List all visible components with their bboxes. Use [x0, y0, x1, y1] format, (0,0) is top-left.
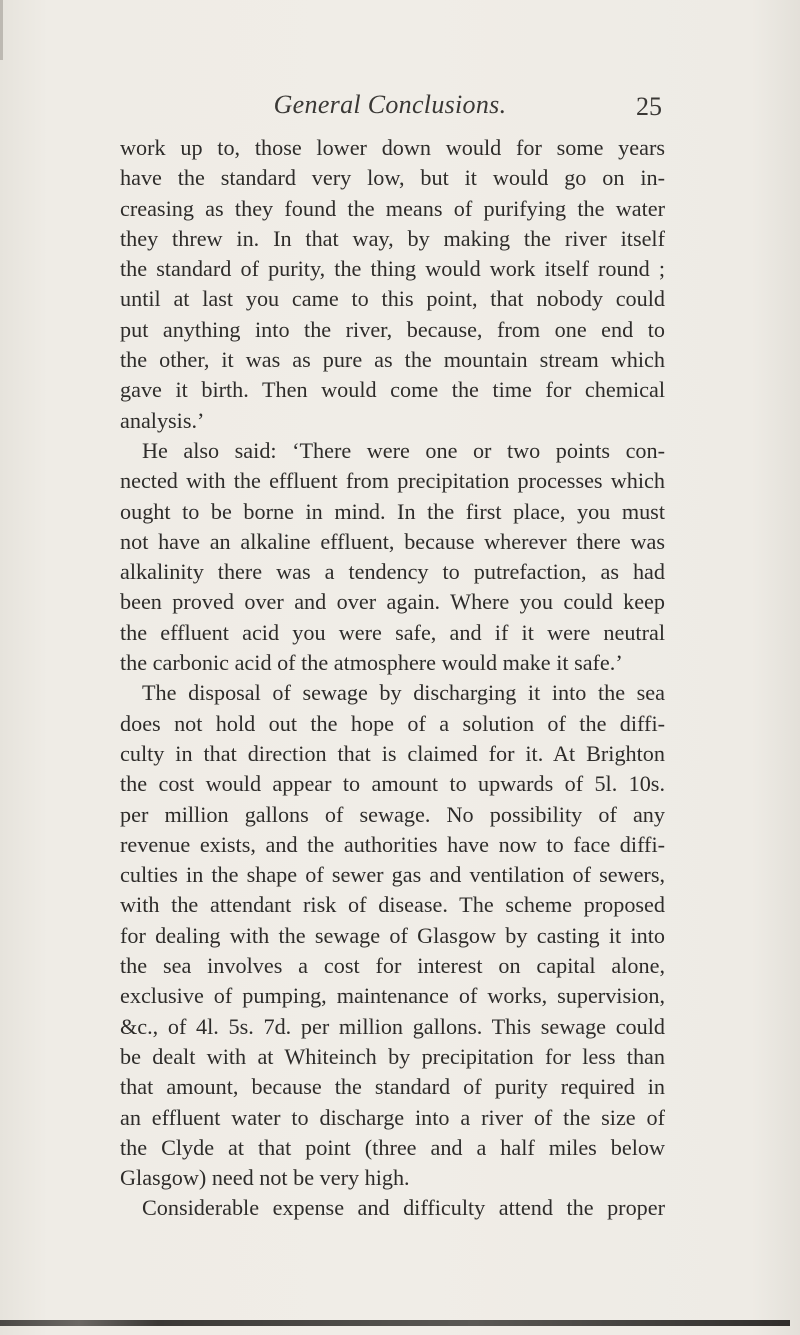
text-line: put anything into the river, because, from one end to: [120, 316, 665, 342]
text-line: until at last you came to this point, that nobody could: [120, 286, 665, 312]
paragraph-start-line: He also said: ‘There were one or two points con-: [142, 437, 665, 463]
text-line: alkalinity there was a tendency to putrefaction, as had: [120, 559, 665, 585]
text-line: per million gallons of sewage. No possibility of any: [120, 801, 665, 827]
text-line: ought to be borne in mind. In the first place, you must: [120, 498, 665, 524]
text-line: &c., of 4l. 5s. 7d. per million gallons. This sewage could: [120, 1013, 665, 1039]
text-line: nected with the effluent from precipitation processes which: [120, 468, 665, 494]
text-line: creasing as they found the means of purifying the water: [120, 195, 665, 221]
text-line: does not hold out the hope of a solution of the diffi-: [120, 710, 665, 736]
text-line: the cost would appear to amount to upwards of 5l. 10s.: [120, 771, 665, 797]
text-line: the effluent acid you were safe, and if it were neutral: [120, 619, 665, 645]
text-line: been proved over and over again. Where you could keep: [120, 589, 665, 615]
paragraph-start-line: Considerable expense and difficulty attend the proper: [142, 1195, 665, 1221]
text-line: for dealing with the sewage of Glasgow by casting it into: [120, 922, 665, 948]
page-header: [120, 90, 660, 130]
text-line: the standard of purity, the thing would work itself round ;: [120, 256, 665, 282]
text-line: an effluent water to discharge into a river of the size of: [120, 1104, 665, 1130]
page-bottom-edge: [0, 1320, 790, 1326]
text-line: Glasgow) need not be very high.: [120, 1165, 410, 1191]
text-line: culties in the shape of sewer gas and ventilation of sewers,: [120, 862, 665, 888]
running-title: General Conclusions.: [273, 90, 507, 119]
page-number: 25: [636, 92, 662, 121]
text-line: analysis.’: [120, 407, 205, 433]
text-line: work up to, those lower down would for some years: [120, 135, 665, 160]
text-line: the carbonic acid of the atmosphere would make it safe.’: [120, 650, 623, 676]
text-line: not have an alkaline effluent, because wherever there was: [120, 528, 665, 554]
page-edge-shadow: [0, 0, 3, 60]
text-line: be dealt with at Whiteinch by precipitation for less than: [120, 1043, 665, 1069]
text-line: the other, it was as pure as the mountain stream which: [120, 347, 665, 373]
text-line: exclusive of pumping, maintenance of works, supervision,: [120, 983, 665, 1009]
text-line: that amount, because the standard of purity required in: [120, 1074, 665, 1100]
text-line: the sea involves a cost for interest on capital alone,: [120, 953, 665, 979]
text-line: culty in that direction that is claimed for it. At Brighton: [120, 740, 665, 766]
body-text: [120, 133, 665, 1224]
text-line: gave it birth. Then would come the time for chemical: [120, 377, 665, 403]
text-line: have the standard very low, but it would go on in-: [120, 165, 665, 191]
text-line: they threw in. In that way, by making the river itself: [120, 225, 665, 251]
paragraph-start-line: The disposal of sewage by discharging it into the sea: [142, 680, 665, 706]
text-line: the Clyde at that point (three and a half miles below: [120, 1134, 665, 1160]
text-line: with the attendant risk of disease. The scheme proposed: [120, 892, 665, 918]
text-line: revenue exists, and the authorities have now to face diffi-: [120, 831, 665, 857]
